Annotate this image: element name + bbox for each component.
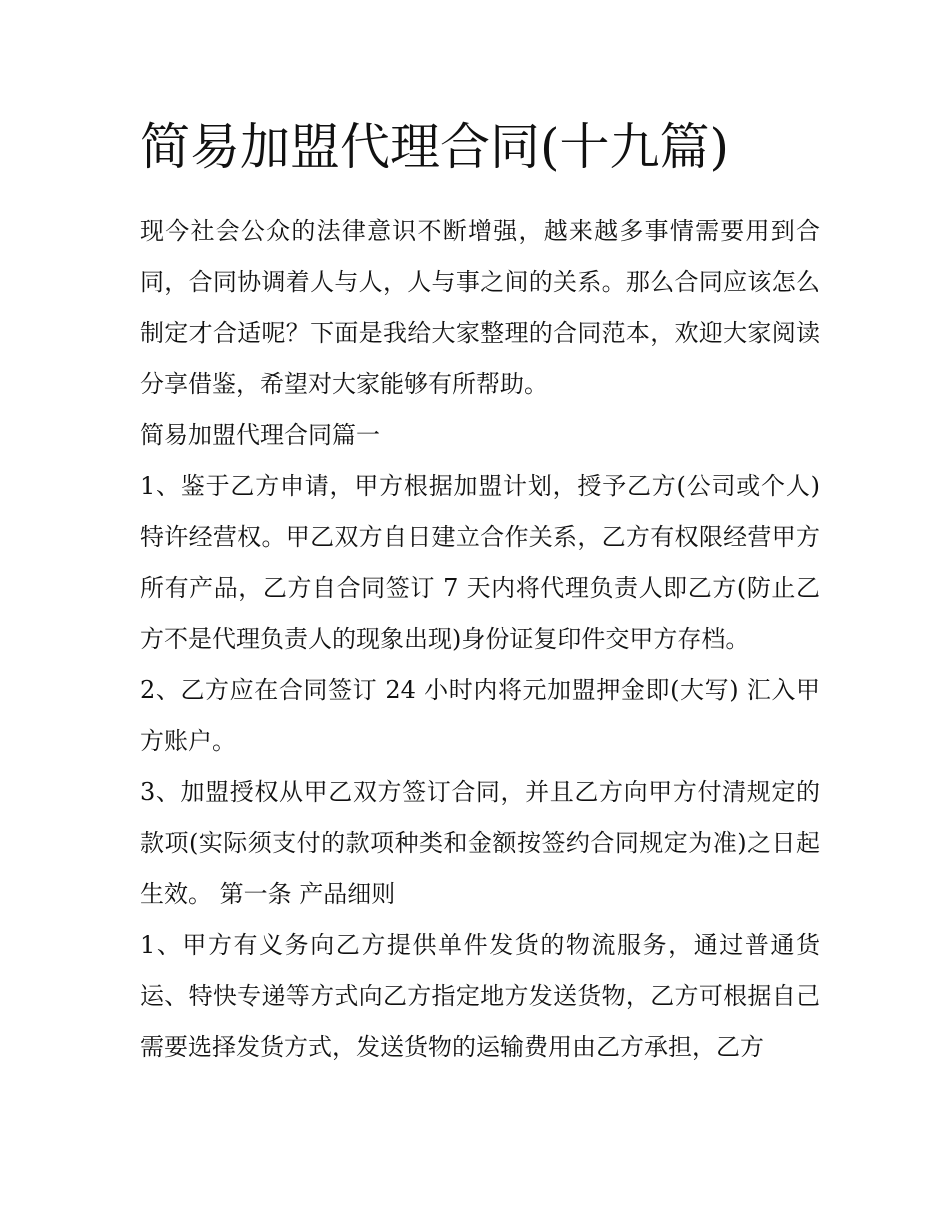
- clause-paragraph: 1、甲方有义务向乙方提供单件发货的物流服务，通过普通货运、特快专递等方式向乙方指定地方发送货物，乙方可根据自己需要选择发货方式，发送货物的运输费用由乙方承担，乙方: [140, 931, 820, 1061]
- clause-paragraph: 3、加盟授权从甲乙双方签订合同，并且乙方向甲方付清规定的款项(实际须支付的款项种类和金额按签约合同规定为准)之日起生效。 第一条 产品细则: [140, 778, 820, 908]
- document-body: [140, 112, 820, 1073]
- clause-paragraph: 2、乙方应在合同签订 24 小时内将元加盟押金即(大写) 汇入甲方账户。: [140, 676, 820, 755]
- document-title: 简易加盟代理合同(十九篇): [140, 118, 730, 176]
- clause-paragraph: 1、鉴于乙方申请，甲方根据加盟计划，授予乙方(公司或个人)特许经营权。甲乙双方自日建立合作关系，乙方有权限经营甲方所有产品，乙方自合同签订 7 天内将代理负责人即乙方(防止乙方不是代理负责人的现象出现)身份证复印件交甲方存档。: [140, 472, 820, 653]
- section-heading: 简易加盟代理合同篇一: [140, 421, 380, 449]
- intro-paragraph: 现今社会公众的法律意识不断增强，越来越多事情需要用到合同，合同协调着人与人，人与事之间的关系。那么合同应该怎么制定才合适呢？下面是我给大家整理的合同范本，欢迎大家阅读分享借鉴，希望对大家能够有所帮助。: [140, 217, 820, 398]
